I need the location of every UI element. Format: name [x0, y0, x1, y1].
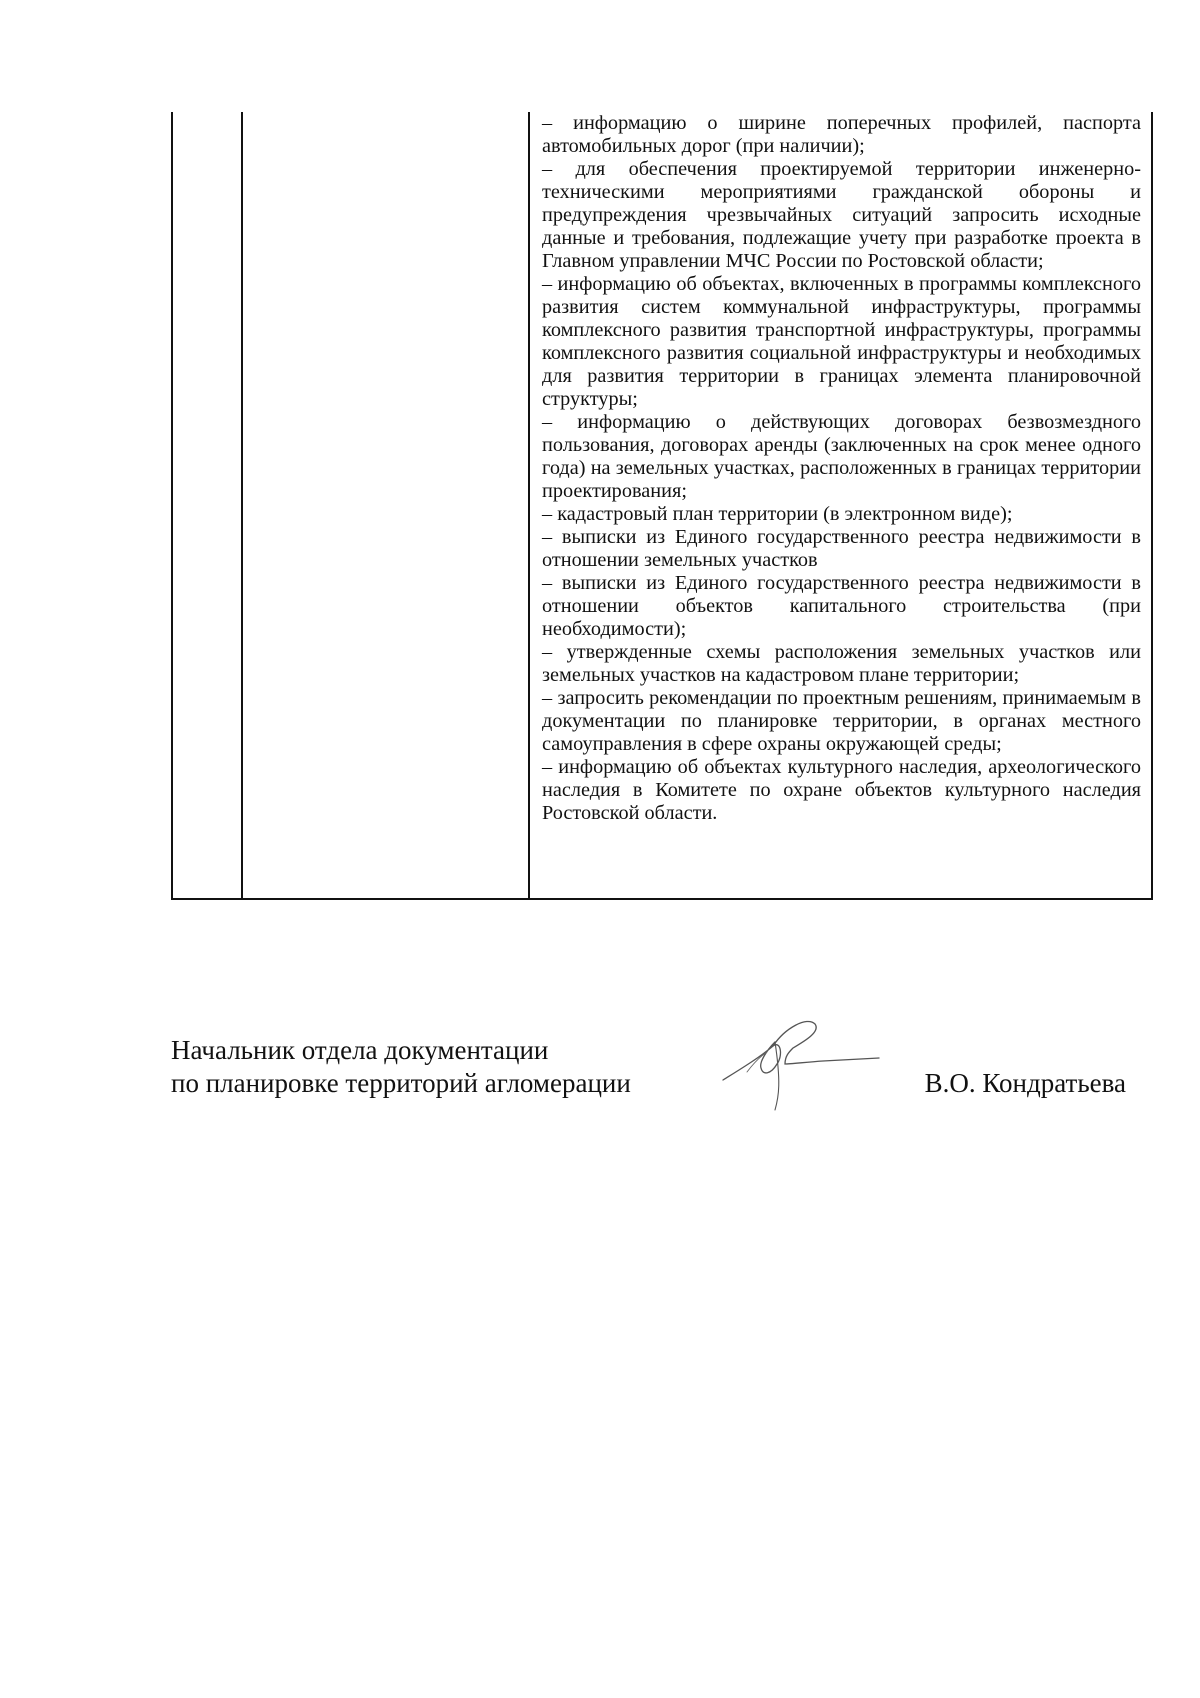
signatory-name: В.О. Кондратьева	[924, 1068, 1126, 1098]
list-item: – выписки из Единого государственного реестра недвижимости в отношении объектов капитального строительства (при необходимости);	[542, 572, 1141, 640]
table-cell-title	[242, 112, 529, 899]
list-item: – информацию о ширине поперечных профилей, паспорта автомобильных дорог (при наличии);	[542, 112, 1141, 157]
requirements-table	[171, 112, 1153, 900]
list-item: – для обеспечения проектируемой территории инженерно-техническими мероприятиями гражданской обороны и предупреждения чрезвычайных ситуаций запросить исходные данные и требования, подлежащие учету при разработке проекта в Главном управлении МЧС России по Ростовской области;	[542, 158, 1141, 272]
list-item: – информацию об объектах культурного наследия, археологического наследия в Комитете по охране объектов культурного наследия Ростовской области.	[542, 756, 1141, 824]
signature-block	[171, 1030, 1126, 1110]
list-item: – информацию о действующих договорах безвозмездного пользования, договорах аренды (заключенных на срок менее одного года) на земельных участках, расположенных в границах территории проектирования;	[542, 411, 1141, 502]
list-item: – выписки из Единого государственного реестра недвижимости в отношении земельных участков	[542, 526, 1141, 571]
signatory-position-line-2: по планировке территорий агломерации	[171, 1068, 631, 1098]
signatory-position	[171, 1034, 631, 1100]
handwritten-signature-icon	[711, 1010, 881, 1120]
list-item: – информацию об объектах, включенных в программы комплексного развития систем коммунальной инфраструктуры, программы комплексного развития транспортной инфраструктуры, программы комплексного развития социальной инфраструктуры и необходимых для развития территории в границах элемента планировочной структуры;	[542, 273, 1141, 410]
list-item: – кадастровый план территории (в электронном виде);	[542, 503, 1013, 525]
table-cell-number	[172, 112, 242, 899]
list-item: – запросить рекомендации по проектным решениям, принимаемым в документации по планировке территории, в органах местного самоуправления в сфере охраны окружающей среды;	[542, 687, 1141, 755]
signatory-position-line-1: Начальник отдела документации	[171, 1035, 549, 1065]
table-row	[172, 112, 1152, 899]
list-item: – утвержденные схемы расположения земельных участков или земельных участков на кадастровом плане территории;	[542, 641, 1141, 686]
table-cell-content	[529, 112, 1152, 899]
